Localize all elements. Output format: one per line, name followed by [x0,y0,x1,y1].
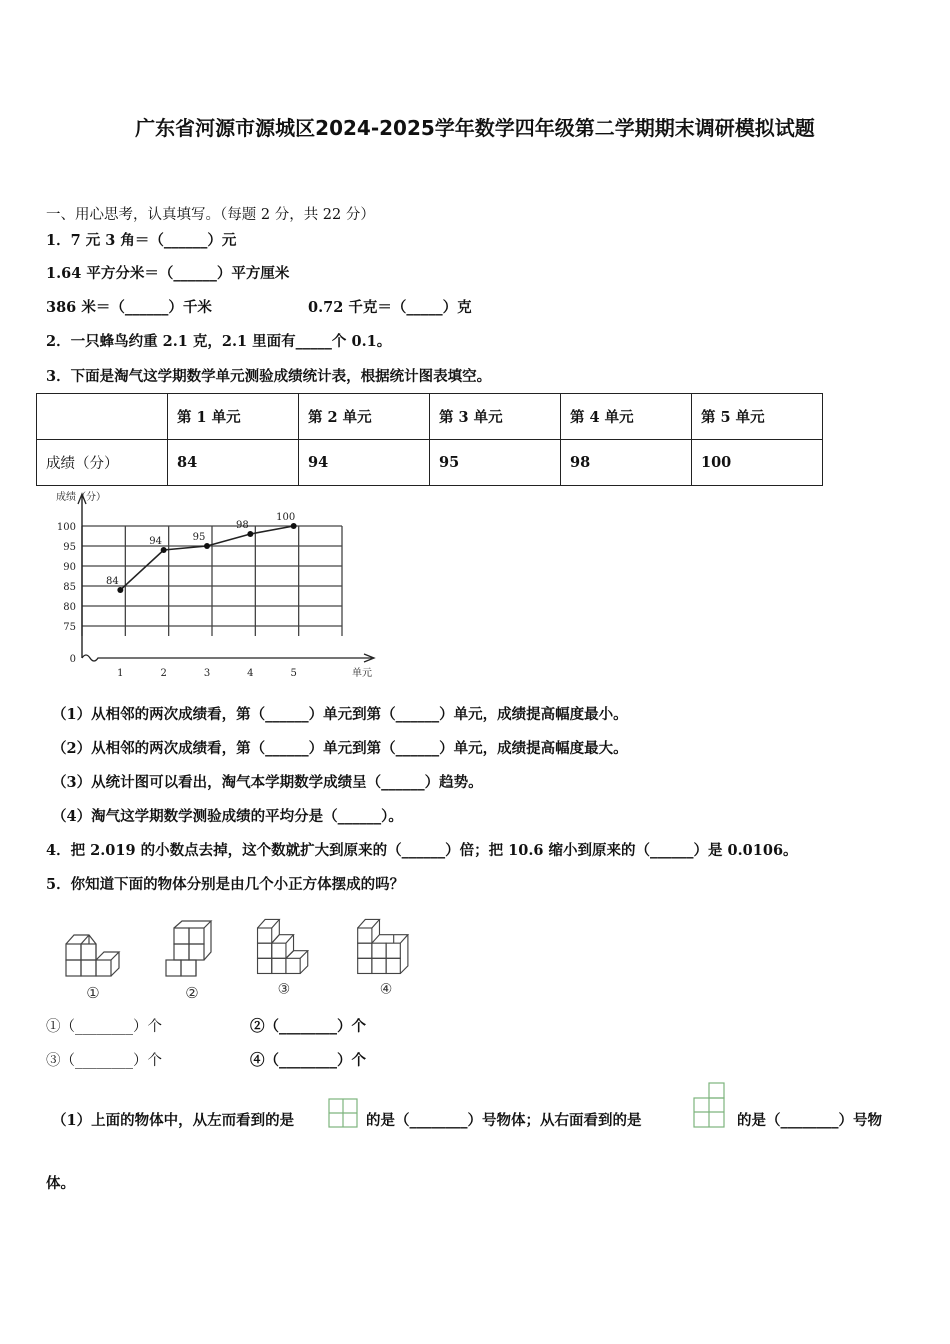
q4-text: 4．把 2.019 的小数点去掉，这个数就扩大到原来的（______）倍；把 10.6 缩小到原来的（______）是 0.0106。 [46,842,798,859]
q1-b: 1.64 平方分米＝（______）平方厘米 [46,265,290,282]
x-tick-label: 2 [160,668,167,679]
y-tick-label: 80 [63,602,76,613]
y-tick-label: 75 [63,622,76,633]
x-tick-label: 3 [203,668,211,679]
cube-figure-3 [250,910,320,1000]
table-cell: 第 1 单元 [168,394,299,440]
right-view-icon [693,1082,725,1128]
q5-sub1-part3: 的是（________）号物 [737,1112,882,1129]
q5-intro: 5．你知道下面的物体分别是由几个小正方体摆成的吗？ [46,876,405,893]
q5-answer-1: ①（________）个 [46,1019,162,1035]
x-tick-label: 1 [117,668,124,679]
score-table [36,393,823,486]
table-cell: 成绩（分） [37,440,168,486]
q3-intro: 3．下面是淘气这学期数学单元测验成绩统计表，根据统计图表填空。 [46,368,492,385]
cube-figure-1 [60,915,130,1005]
table-cell: 95 [430,440,561,486]
table-cell: 第 3 单元 [430,394,561,440]
section-heading: 一、用心思考，认真填写。（每题 2 分，共 22 分） [46,207,375,223]
q5-answer-2: ②（________）个 [250,1018,366,1035]
q3-sub4: （4）淘气这学期数学测验成绩的平均分是（______）。 [52,808,403,825]
data-point [161,547,167,553]
figure-label-4: ④ [379,981,393,998]
table-cell: 94 [299,440,430,486]
line-chart [30,488,390,678]
figure-label-1: ① [86,984,100,1002]
cube-figure-4 [350,910,426,1000]
series-line [120,526,293,590]
table-row [37,440,823,486]
q1-a: 1．7 元 3 角＝（______）元 [46,232,237,249]
data-point [291,523,297,529]
data-label: 100 [276,512,296,523]
data-point [117,587,123,593]
data-point [247,531,253,537]
x-axis-label: 单元 [352,668,372,679]
figure-label-3: ③ [277,981,291,998]
table-cell: 98 [561,440,692,486]
table-cell: 第 5 单元 [692,394,823,440]
q1-c: 386 米＝（______）千米 [46,299,212,316]
q3-sub3: （3）从统计图可以看出，淘气本学期数学成绩呈（______）趋势。 [52,774,483,791]
y-axis-label: 成绩（分） [56,492,106,503]
y-tick-label: 85 [63,582,76,593]
q1-d: 0.72 千克＝（_____）克 [308,299,472,316]
q5-answer-4: ④（________）个 [250,1052,366,1069]
q5-sub1-part1: （1）上面的物体中，从左而看到的是 [52,1112,295,1129]
x-tick-label: 4 [247,668,254,679]
table-cell: 第 4 单元 [561,394,692,440]
y-tick-label: 90 [63,562,76,573]
data-point [204,543,210,549]
table-cell: 100 [692,440,823,486]
q5-answer-3: ③（________）个 [46,1053,162,1069]
x-axis [82,655,372,661]
y-tick-label: 0 [69,654,76,665]
x-tick-label: 5 [290,668,297,679]
cube-figure-2 [160,915,230,1005]
data-label: 98 [235,520,249,531]
table-cell: 第 2 单元 [299,394,430,440]
table-cell: 84 [168,440,299,486]
page-title: 广东省河源市源城区2024-2025学年数学四年级第二学期期末调研模拟试题 [135,116,815,140]
q5-sub1-part2: 的是（________）号物体；从右面看到的是 [366,1112,642,1129]
data-label: 94 [149,536,163,547]
q5-sub1-end: 体。 [46,1175,75,1192]
q3-sub1: （1）从相邻的两次成绩看，第（______）单元到第（______）单元，成绩提高幅度最小。 [52,706,628,723]
data-label: 95 [192,532,206,543]
figure-label-2: ② [185,984,199,1002]
q2-text: 2．一只蜂鸟约重 2.1 克，2.1 里面有_____个 0.1。 [46,333,392,350]
y-tick-label: 95 [63,542,76,553]
data-label: 84 [105,576,119,587]
left-view-icon [328,1098,358,1128]
table-cell [37,394,168,440]
y-tick-label: 100 [56,522,76,533]
q3-sub2: （2）从相邻的两次成绩看，第（______）单元到第（______）单元，成绩提高幅度最大。 [52,740,628,757]
table-header-row [37,394,823,440]
